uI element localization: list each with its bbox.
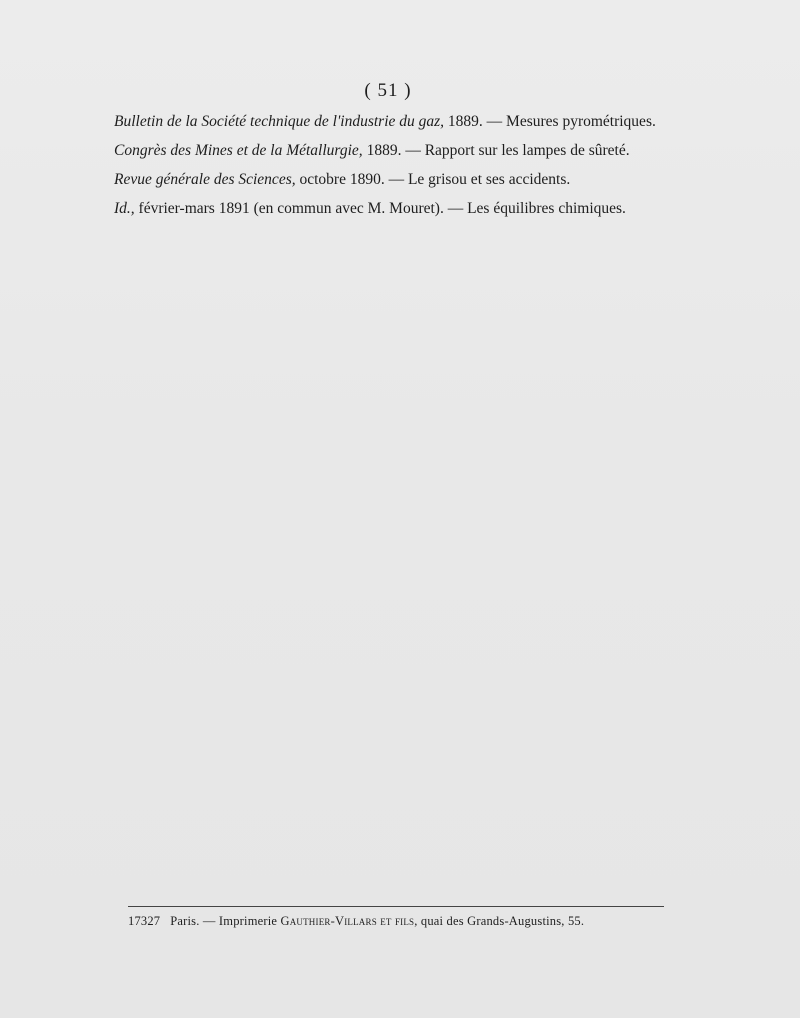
footer-city: Paris. —	[170, 914, 216, 928]
entry-text: octobre 1890. — Le grisou et ses accidents.	[295, 171, 571, 188]
footer-address: quai des Grands-Augustins, 55.	[420, 914, 585, 928]
bibliography-entry	[114, 170, 666, 189]
bibliography-entry	[114, 141, 666, 160]
footer-divider	[128, 906, 664, 907]
bibliography-entry	[114, 112, 666, 131]
printer-footer	[128, 914, 668, 929]
footer-number: 17327	[128, 914, 161, 928]
entry-source: Revue générale des Sciences,	[114, 171, 296, 188]
entry-text: 1889. — Mesures pyrométriques.	[444, 113, 656, 130]
page-number: ( 51 )	[364, 80, 412, 101]
entry-source: Congrès des Mines et de la Métallurgie,	[114, 142, 363, 159]
bibliography-list	[114, 112, 666, 228]
entry-source: Id.,	[114, 200, 135, 217]
entry-text: 1889. — Rapport sur les lampes de sûreté.	[362, 142, 630, 159]
footer-printer: Gauthier-Villars et fils,	[280, 914, 418, 928]
footer-imprimerie: Imprimerie	[218, 914, 278, 928]
entry-source: Bulletin de la Société technique de l'industrie du gaz,	[114, 113, 445, 130]
entry-text: février-mars 1891 (en commun avec M. Mouret). — Les équilibres chimiques.	[134, 200, 626, 217]
bibliography-entry	[114, 199, 666, 218]
